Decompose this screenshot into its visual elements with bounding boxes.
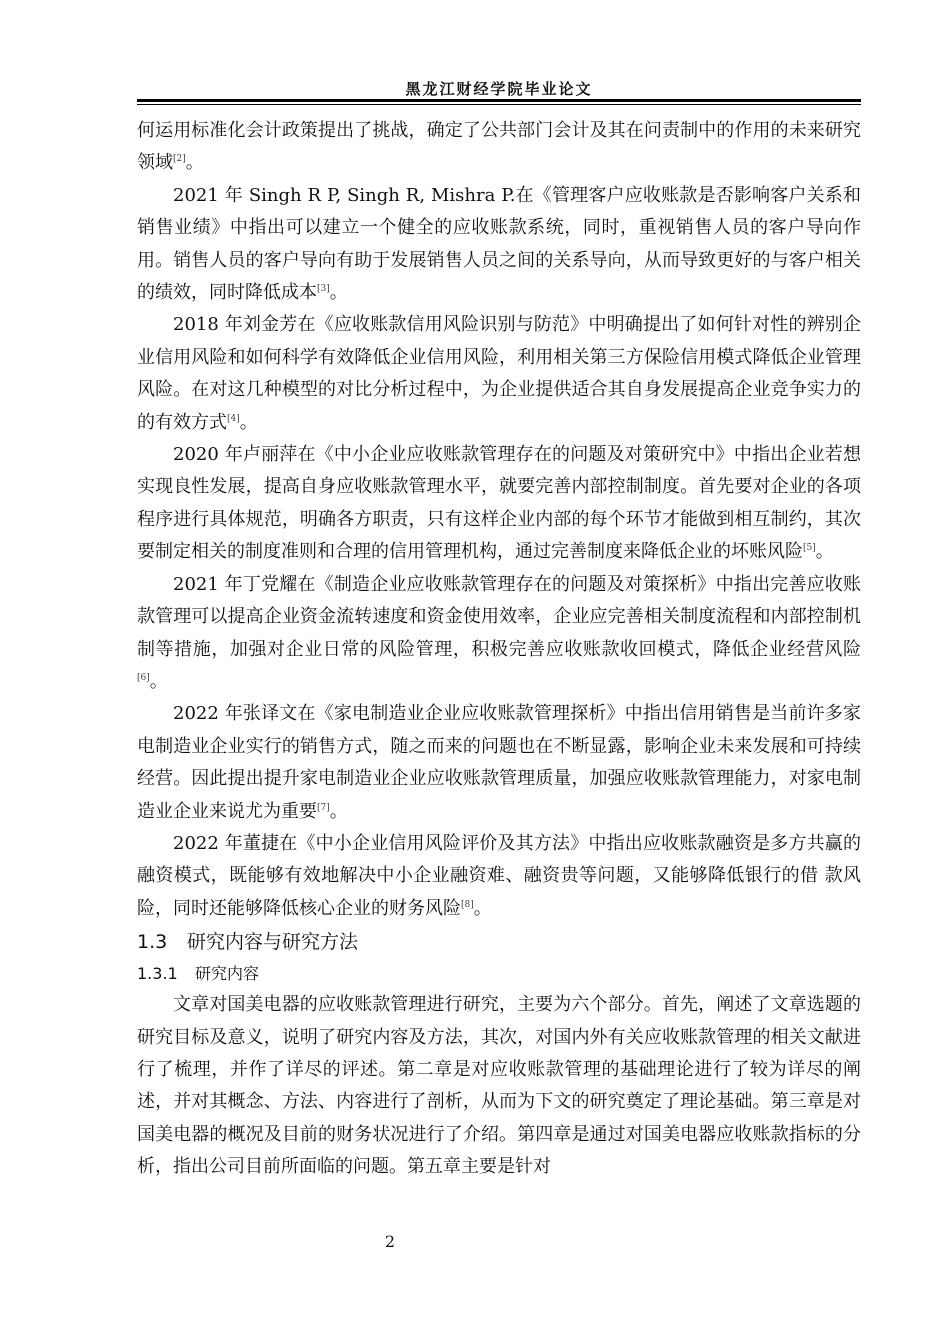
section-title: 研究内容与研究方法	[187, 931, 359, 954]
header-rule-thick	[137, 99, 861, 102]
paragraph-ding: 2021 年丁党耀在《制造企业应收账款管理存在的问题及对策探析》中指出完善应收账款管理可以提高企业资金流转速度和资金使用效率，企业应完善相关制度流程和内部控制机制等措施，加强对企业日常的风险管理，积极完善应收账款收回模式，降低企业经营风险[6]。	[137, 573, 861, 692]
paragraph-singh: 2021 年 Singh R P, Singh R, Mishra P.在《管理客户应收账款是否影响客户关系和销售业绩》中指出可以建立一个健全的应收账款系统，同时，重视销售人员的客户导向作用。销售人员的客户导向有助于发展销售人员之间的关系导向，从而导致更好的与客户相关的绩效，同时降低成本[3]。	[137, 184, 861, 304]
citation-ref[interactable]: [8]	[461, 899, 474, 910]
paragraph-lu: 2020 年卢丽萍在《中小企业应收账款管理存在的问题及对策研究中》中指出企业若想实现良性发展，提高自身应收账款管理水平，就要完善内部控制制度。首先要对企业的各项程序进行具体规范，明确各方职责，只有这样企业内部的每个环节才能做到相互制约，其次要制定相关的制度准则和合理的信用管理机构，通过完善制度来降低企业的坏账风险[5]。	[137, 444, 861, 563]
paragraph-dong: 2022 年董捷在《中小企业信用风险评价及其方法》中指出应收账款融资是多方共赢的融资模式，既能够有效地解决中小企业融资难、融资贵等问题，又能够降低银行的借 款风险，同时还能够降低核心企业的财务风险[8]。	[137, 832, 861, 919]
paragraph-zhang: 2022 年张译文在《家电制造业企业应收账款管理探析》中指出信用销售是当前许多家电制造业企业实行的销售方式，随之而来的问题也在不断显露，影响企业未来发展和可持续经营。因此提出提升家电制造业企业应收账款管理质量，加强应收账款管理能力，对家电制造业企业来说尤为重要[7]。	[137, 703, 861, 822]
paragraph-research-content: 文章对国美电器的应收账款管理进行研究，主要为六个部分。首先，阐述了文章选题的研究目标及意义，说明了研究内容及方法，其次，对国内外有关应收账款管理的相关文献进行了梳理，并作了详尽的评述。第二章是对应收账款管理的基础理论进行了较为详尽的阐述，并对其概念、方法、内容进行了剖析，从而为下文的研究奠定了理论基础。第三章是对国美电器的概况及目前的财务状况进行了介绍。第四章是通过对国美电器应收账款指标的分析，指出公司目前所面临的问题。第五章主要是针对	[137, 994, 861, 1178]
citation-ref[interactable]: [5]	[803, 543, 816, 554]
subsection-heading	[137, 959, 861, 989]
citation-ref[interactable]: [3]	[317, 284, 330, 295]
section-number: 1.3	[137, 931, 168, 954]
citation-ref[interactable]: [2]	[173, 154, 186, 165]
citation-ref[interactable]: [4]	[227, 413, 240, 424]
paragraph-continuation: 何运用标准化会计政策提出了挑战，确定了公共部门会计及其在问责制中的作用的未来研究领域[2]。	[137, 120, 861, 174]
subsection-number: 1.3.1	[137, 964, 178, 984]
body-text	[137, 115, 861, 1184]
section-heading	[137, 925, 861, 959]
page-number: 2	[384, 1232, 396, 1251]
citation-ref[interactable]: [6]	[137, 672, 150, 683]
subsection-title: 研究内容	[195, 964, 260, 984]
header-rule-thin	[137, 104, 861, 105]
citation-ref[interactable]: [7]	[317, 802, 330, 813]
paragraph-liu: 2018 年刘金芳在《应收账款信用风险识别与防范》中明确提出了如何针对性的辨别企业信用风险和如何科学有效降低企业信用风险，利用相关第三方保险信用模式降低企业管理风险。在对这几种模型的对比分析过程中，为企业提供适合其自身发展提高企业竞争实力的的有效方式[4]。	[137, 314, 861, 433]
running-header: 黑龙江财经学院毕业论文	[405, 80, 593, 98]
